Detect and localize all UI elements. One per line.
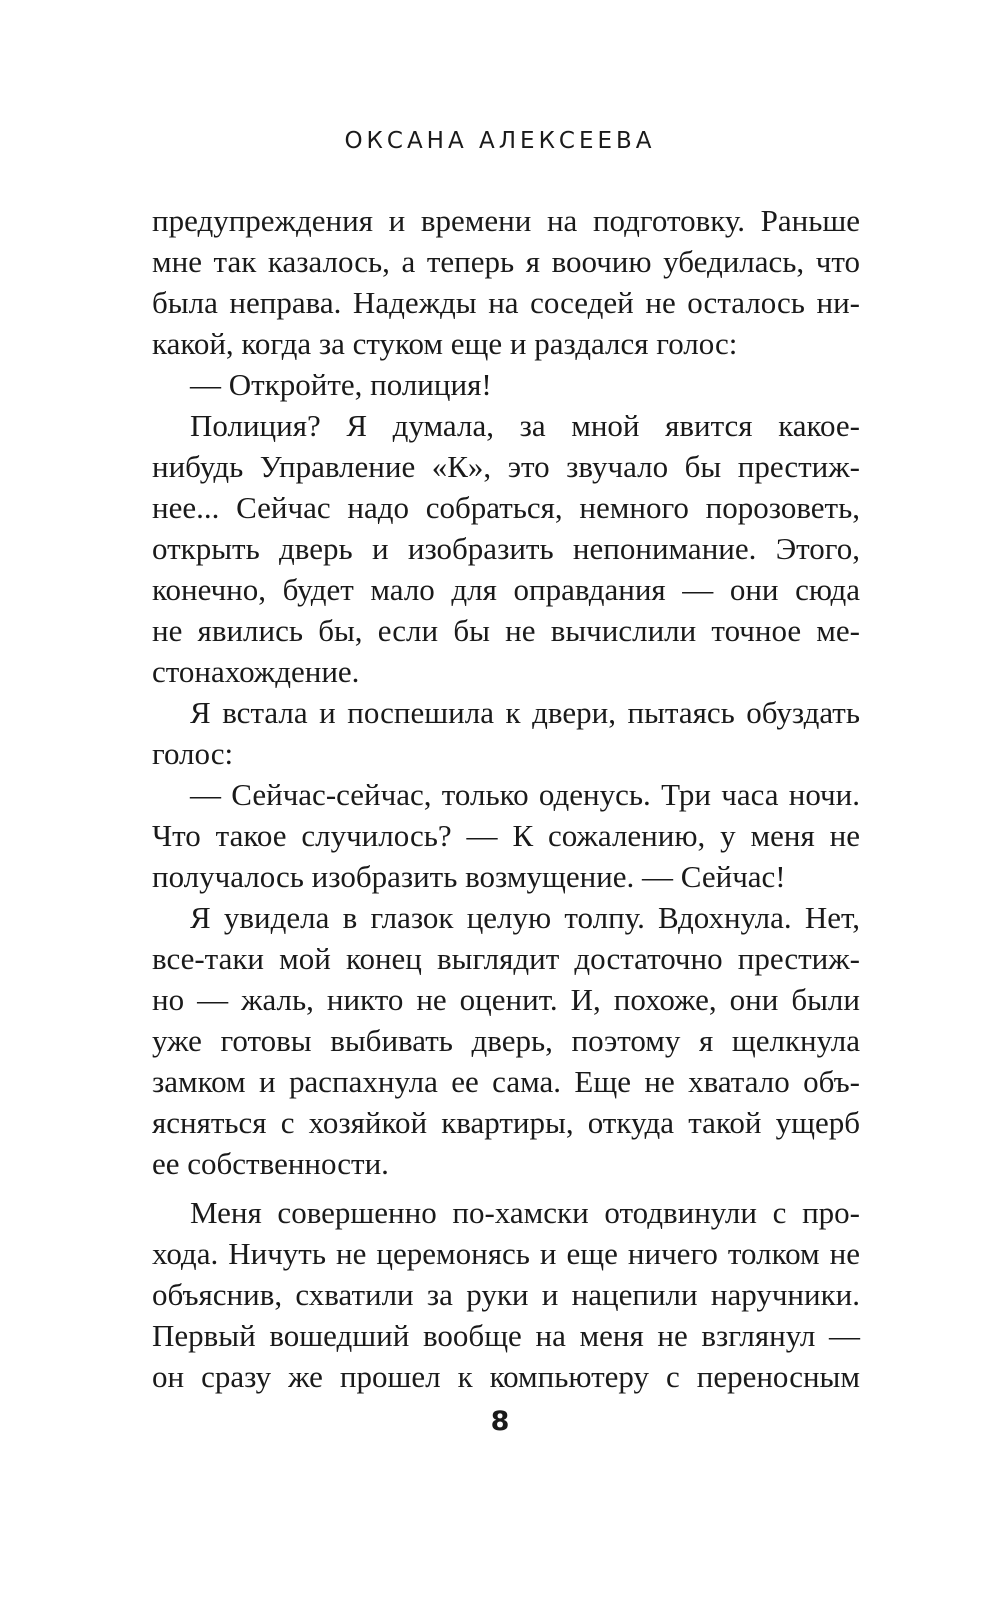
text-line: Что такое случилось? — К сожалению, у меня не [152, 818, 860, 853]
paragraph [152, 774, 860, 897]
text-line: предупреждения и времени на подготовку. Раньше [152, 203, 860, 238]
text-line: не явились бы, если бы не вычислили точное ме- [152, 613, 860, 648]
text-line: Я увидела в глазок целую толпу. Вдохнула. Нет, [190, 900, 860, 935]
text-line: была неправа. Надежды на соседей не осталось ни- [152, 285, 860, 320]
text-line: объяснив, схватили за руки и нацепили наручники. [152, 1277, 860, 1312]
text-line: уже готовы выбивать дверь, поэтому я щелкнула [152, 1023, 860, 1058]
text-line: замком и распахнула ее сама. Еще не хватало объ- [152, 1064, 860, 1099]
text-line: — Сейчас-сейчас, только оденусь. Три часа ночи. [190, 777, 860, 812]
paragraph [152, 364, 860, 405]
text-line: хода. Ничуть не церемонясь и еще ничего толком не [152, 1236, 860, 1271]
body-text [152, 200, 860, 1397]
text-line: какой, когда за стуком еще и раздался голос: [152, 326, 738, 361]
paragraph [152, 405, 860, 692]
text-line: Я встала и поспешила к двери, пытаясь обуздать [190, 695, 860, 730]
text-line: ее собственности. [152, 1146, 389, 1181]
text-line: мне так казалось, а теперь я воочию убедилась, что [152, 244, 860, 279]
paragraph [152, 200, 860, 364]
text-line: он сразу же прошел к компьютеру с переносным [152, 1359, 860, 1394]
text-line: получалось изобразить возмущение. — Сейчас! [152, 859, 786, 894]
text-line: нее... Сейчас надо собраться, немного порозоветь, [152, 490, 860, 525]
text-line: нибудь Управление «К», это звучало бы престиж- [152, 449, 860, 484]
text-line: Меня совершенно по-хамски отодвинули с про- [190, 1195, 860, 1230]
paragraph [152, 897, 860, 1184]
text-line: ясняться с хозяйкой квартиры, откуда такой ущерб [152, 1105, 860, 1140]
text-line: Первый вошедший вообще на меня не взглянул — [152, 1318, 860, 1353]
text-line: Полиция? Я думала, за мной явится какое- [190, 408, 860, 443]
paragraph [152, 1192, 860, 1397]
text-line: стонахождение. [152, 654, 360, 689]
text-line: но — жаль, никто не оценит. И, похоже, они были [152, 982, 860, 1017]
paragraph [152, 692, 860, 774]
text-line: голос: [152, 736, 234, 771]
text-line: все-таки мой конец выглядит достаточно престиж- [152, 941, 860, 976]
running-head-author: ОКСАНА АЛЕКСЕЕВА [344, 128, 656, 154]
text-line: открыть дверь и изобразить непонимание. Этого, [152, 531, 860, 566]
paragraph-gap [152, 1184, 860, 1192]
page-number: 8 [490, 1406, 510, 1437]
text-line: конечно, будет мало для оправдания — они сюда [152, 572, 860, 607]
text-line: — Откройте, полиция! [190, 367, 492, 402]
